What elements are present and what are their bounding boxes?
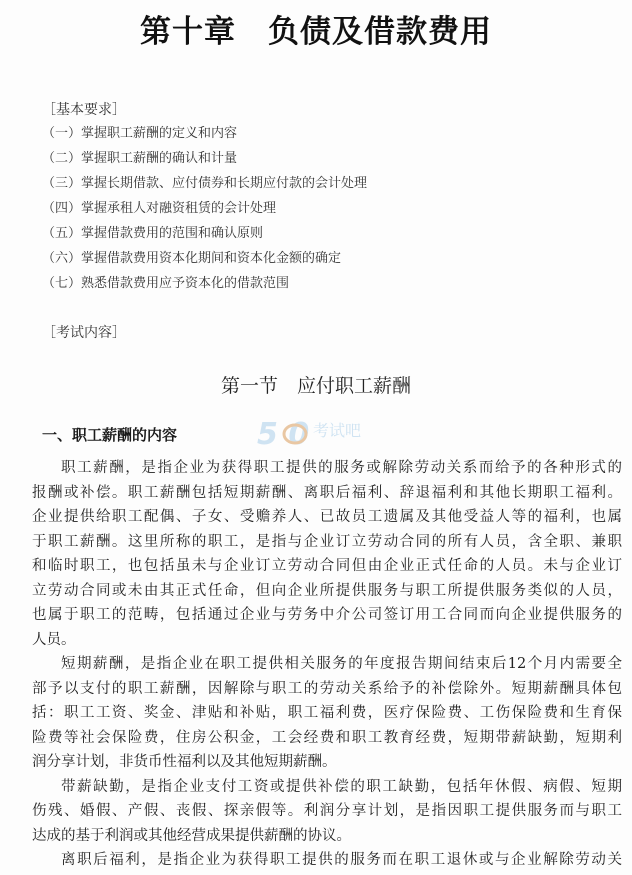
exam-content-heading: ［考试内容］ xyxy=(42,325,126,341)
body-line: 也属于职工的范畴，包括通过企业与劳务中介公司签订用工合同而向企业提供服务的 xyxy=(32,607,622,623)
subheading: 一、职工薪酬的内容 xyxy=(42,426,178,444)
body-line: 短期薪酬，是指企业在职工提供相关服务的年度报告期间结束后12个月内需要全 xyxy=(61,656,622,672)
body-line: 人员。 xyxy=(32,631,76,648)
watermark-logo xyxy=(255,410,385,454)
requirement-item: （四）掌握承租人对融资租赁的会计处理 xyxy=(42,201,277,216)
body-line: 和临时职工，也包括虽未与企业订立劳动合同但由企业正式任命的人员。未与企业订 xyxy=(32,558,622,574)
body-line: 润分享计划，非货币性福利以及其他短期薪酬。 xyxy=(32,754,337,770)
requirement-item: （一）掌握职工薪酬的定义和内容 xyxy=(42,126,238,141)
body-line: 伤残、婚假、产假、丧假、探亲假等。利润分享计划，是指因职工提供服务而与职工 xyxy=(32,803,622,819)
body-line: 企业提供给职工配偶、子女、受赡养人、已故员工遗属及其他受益人等的福利，也属 xyxy=(32,509,622,525)
requirements-heading: ［基本要求］ xyxy=(42,102,126,118)
watermark-number: 5 0 xyxy=(257,417,310,452)
body-line: 报酬或补偿。职工薪酬包括短期薪酬、离职后福利、辞退福利和其他长期职工福利。 xyxy=(32,484,622,501)
body-line: 险费等社会保险费，住房公积金，工会经费和职工教育经费，短期带薪缺勤，短期利 xyxy=(32,729,622,746)
body-line: 于职工薪酬。这里所称的职工，是指与企业订立劳动合同的所有人员，含全职、兼职 xyxy=(32,533,622,550)
body-line: 职工薪酬，是指企业为获得职工提供的服务或解除劳动关系而给予的各种形式的 xyxy=(61,460,622,476)
body-line: 离职后福利，是指企业为获得职工提供的服务而在职工退休或与企业解除劳动关 xyxy=(61,852,622,868)
requirement-item: （六）掌握借款费用资本化期间和资本化金额的确定 xyxy=(42,251,342,266)
requirement-item: （二）掌握职工薪酬的确认和计量 xyxy=(42,151,238,166)
requirement-item: （七）熟悉借款费用应予资本化的借款范围 xyxy=(42,276,290,291)
body-line: 带薪缺勤，是指企业支付工资或提供补偿的职工缺勤，包括年休假、病假、短期 xyxy=(61,778,622,795)
body-line: 立劳动合同或未由其正式任命，但向企业所提供服务与职工所提供服务类似的人员， xyxy=(32,582,622,599)
body-text xyxy=(32,457,622,874)
requirement-item: （三）掌握长期借款、应付债券和长期应付款的会计处理 xyxy=(42,176,368,191)
chapter-title: 第十章 负债及借款费用 xyxy=(140,14,492,50)
body-line: 达成的基于利润或其他经营成果提供薪酬的协议。 xyxy=(32,827,351,844)
requirements-list xyxy=(42,126,367,301)
body-line: 部予以支付的职工薪酬，因解除与职工的劳动关系给予的补偿除外。短期薪酬具体包 xyxy=(32,680,622,697)
section-title: 第一节 应付职工薪酬 xyxy=(220,375,411,397)
body-line: 括：职工工资、奖金、津贴和补贴，职工福利费，医疗保险费、工伤保险费和生育保 xyxy=(32,705,622,721)
watermark-text: 考试吧 xyxy=(313,421,362,440)
requirement-item: （五）掌握借款费用的范围和确认原则 xyxy=(42,226,264,241)
